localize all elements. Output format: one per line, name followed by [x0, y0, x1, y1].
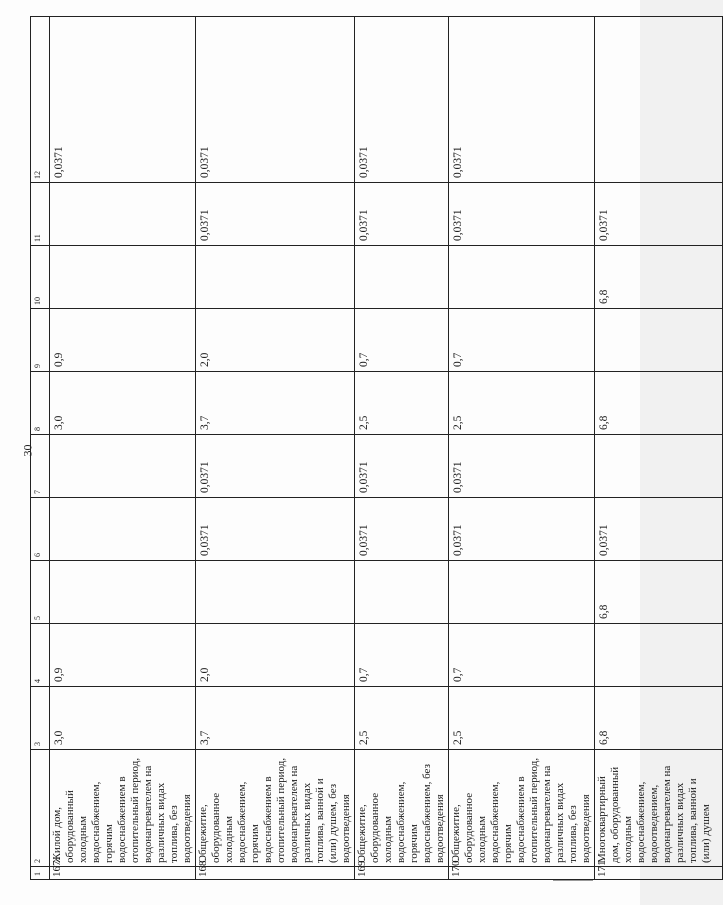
- value-cell: 2,5: [449, 687, 595, 750]
- value-cell: [355, 246, 449, 309]
- value-cell: 0,0371: [355, 435, 449, 498]
- value-cell: [50, 561, 196, 624]
- value-cell: 0,0371: [196, 17, 355, 183]
- value-cell: [595, 624, 723, 687]
- value-cell: 0,0371: [595, 498, 723, 561]
- value-cell: [449, 246, 595, 309]
- value-cell: [355, 561, 449, 624]
- value-cell: [50, 183, 196, 246]
- value-cell: 6,8: [595, 561, 723, 624]
- table-row: [355, 17, 449, 880]
- column-number-header: 8: [31, 372, 50, 435]
- value-cell: 3,0: [50, 687, 196, 750]
- value-cell: 2,0: [196, 624, 355, 687]
- column-number-header: 4: [31, 624, 50, 687]
- column-number-header: 3: [31, 687, 50, 750]
- value-cell: 2,5: [449, 372, 595, 435]
- value-cell: 0,0371: [595, 183, 723, 246]
- row-description: Многоквартирный дом, оборудованный холодным водоснабжением, водоотведением, водонагревателем на различных видах топлива, ванной и (или) душем: [595, 750, 723, 867]
- value-cell: [196, 246, 355, 309]
- value-cell: 0,0371: [449, 17, 595, 183]
- column-number-header: 1: [31, 867, 50, 880]
- row-description: Общежитие, оборудованное холодным водоснабжением, горячим водоснабжением в отопительный период, водонагревателем на различных видах топлива, ванной и (или) душем, без водоотведения: [196, 750, 355, 867]
- column-number-header: 9: [31, 309, 50, 372]
- row-description: Жилой дом, оборудованный холодным водоснабжением, горячим водоснабжением в отопительный период, водонагревателем на различных видах топлива, без водоотведения: [50, 750, 196, 867]
- value-cell: [50, 498, 196, 561]
- value-cell: [50, 435, 196, 498]
- value-cell: [595, 435, 723, 498]
- column-number-header: 12: [31, 17, 50, 183]
- value-cell: 0,9: [50, 309, 196, 372]
- value-cell: 0,0371: [196, 183, 355, 246]
- value-cell: 0,7: [355, 624, 449, 687]
- table-row: [196, 17, 355, 880]
- scan-mark: [553, 880, 593, 881]
- table-row: [50, 17, 196, 880]
- value-cell: [196, 561, 355, 624]
- page-number: 30: [20, 444, 35, 457]
- row-description: Общежитие, оборудованное холодным водоснабжением, горячим водоснабжением в отопительный период, водонагревателем на различных видах топлива, без водоотведения: [449, 750, 595, 867]
- value-cell: 0,0371: [449, 498, 595, 561]
- value-cell: [595, 309, 723, 372]
- column-number-header: 10: [31, 246, 50, 309]
- value-cell: [595, 17, 723, 183]
- rotated-table-container: [30, 35, 712, 880]
- table-row: [449, 17, 595, 880]
- table-row: [595, 17, 723, 880]
- value-cell: 2,5: [355, 687, 449, 750]
- value-cell: 0,0371: [449, 435, 595, 498]
- value-cell: [449, 561, 595, 624]
- value-cell: 0,0371: [196, 435, 355, 498]
- value-cell: 6,8: [595, 246, 723, 309]
- row-number: 170.: [449, 867, 595, 880]
- row-number: 167.: [50, 867, 196, 880]
- value-cell: 6,8: [595, 372, 723, 435]
- norms-table: [30, 16, 723, 880]
- value-cell: 0,7: [355, 309, 449, 372]
- value-cell: 2,0: [196, 309, 355, 372]
- value-cell: 0,0371: [355, 183, 449, 246]
- value-cell: 0,9: [50, 624, 196, 687]
- column-number-header: 7: [31, 435, 50, 498]
- row-number: 171.: [595, 867, 723, 880]
- value-cell: 0,7: [449, 309, 595, 372]
- value-cell: 3,0: [50, 372, 196, 435]
- column-number-header: 11: [31, 183, 50, 246]
- column-number-header-row: [31, 17, 50, 880]
- row-description: Общежитие, оборудованное холодным водоснабжением, горячим водоснабжением, без водоотведения: [355, 750, 449, 867]
- column-number-header: 2: [31, 750, 50, 867]
- value-cell: 2,5: [355, 372, 449, 435]
- value-cell: 0,0371: [355, 498, 449, 561]
- value-cell: 6,8: [595, 687, 723, 750]
- value-cell: 0,7: [449, 624, 595, 687]
- value-cell: 0,0371: [50, 17, 196, 183]
- row-number: 169.: [355, 867, 449, 880]
- value-cell: 3,7: [196, 687, 355, 750]
- column-number-header: 5: [31, 561, 50, 624]
- value-cell: 0,0371: [196, 498, 355, 561]
- row-number: 168.: [196, 867, 355, 880]
- value-cell: 3,7: [196, 372, 355, 435]
- value-cell: 0,0371: [449, 183, 595, 246]
- value-cell: [50, 246, 196, 309]
- value-cell: 0,0371: [355, 17, 449, 183]
- column-number-header: 6: [31, 498, 50, 561]
